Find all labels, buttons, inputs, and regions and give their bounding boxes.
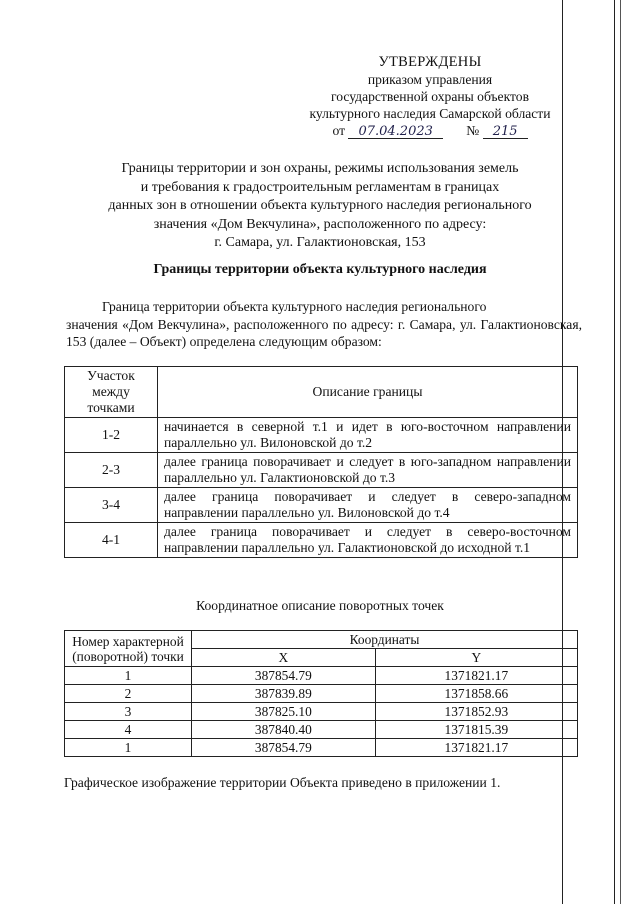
scan-edge-line	[620, 0, 621, 904]
document-title	[50, 160, 590, 253]
description-cell: начинается в северной т.1 и идет в юго-восточном направлении параллельно ул. Вилоновской до т.2	[158, 418, 578, 453]
table-row	[65, 418, 578, 453]
approval-line: приказом управления	[367, 72, 493, 87]
point-cell: 1	[65, 667, 192, 685]
approval-line: государственной охраны объектов	[330, 89, 529, 104]
table-row	[65, 685, 578, 703]
table-row	[65, 667, 578, 685]
y-cell: 1371815.39	[375, 721, 577, 739]
table-row	[65, 721, 578, 739]
header-segment: Участок между точками	[65, 367, 158, 418]
footer-note: Графическое изображение территории Объекта приведено в приложении 1.	[64, 775, 501, 790]
coordinates-heading: Координатное описание поворотных точек	[196, 598, 444, 613]
table-row	[65, 739, 578, 757]
table-row	[65, 488, 578, 523]
section-heading: Границы территории объекта культурного наследия	[153, 262, 487, 277]
title-line: данных зон в отношении объекта культурного наследия регионального	[108, 198, 532, 213]
x-cell: 387840.40	[192, 721, 376, 739]
y-cell: 1371821.17	[375, 667, 577, 685]
title-line: значения «Дом Векчулина», расположенного по адресу:	[153, 216, 487, 232]
description-cell: далее граница поворачивает и следует в северо-западном направлении параллельно ул. Вилоновской до т.4	[158, 488, 578, 523]
x-cell: 387854.79	[192, 667, 376, 685]
date-prefix: от	[332, 123, 346, 138]
y-cell: 1371852.93	[375, 703, 577, 721]
number-prefix: №	[466, 123, 480, 138]
point-cell: 3	[65, 703, 192, 721]
table-row	[65, 523, 578, 558]
point-cell: 4	[65, 721, 192, 739]
approval-line: культурного наследия Самарской области	[309, 106, 551, 121]
y-cell: 1371821.17	[375, 739, 577, 757]
header-x: X	[192, 649, 376, 667]
header-y: Y	[375, 649, 577, 667]
x-cell: 387854.79	[192, 739, 376, 757]
header-point: Номер характерной (поворотной) точки	[65, 631, 192, 667]
order-number: 215	[492, 124, 518, 139]
description-cell: далее граница поворачивает и следует в северо-восточном направлении параллельно ул. Галактионовской до исходной т.1	[158, 523, 578, 558]
table-header-row	[65, 367, 578, 418]
segment-cell: 4-1	[65, 523, 158, 558]
coordinates-table	[64, 630, 578, 757]
header-coordinates: Координаты	[192, 631, 578, 649]
title-line: г. Самара, ул. Галактионовская, 153	[214, 235, 426, 250]
title-line: Границы территории и зон охраны, режимы использования земель	[121, 161, 519, 176]
title-line: и требования к градостроительным регламентам в границах	[140, 179, 500, 195]
paragraph-first-line: Граница территории объекта культурного наследия регионального	[102, 299, 487, 314]
intro-paragraph	[66, 298, 582, 351]
table-row	[65, 453, 578, 488]
table-header-row	[65, 631, 578, 649]
table-row	[65, 703, 578, 721]
segment-cell: 2-3	[65, 453, 158, 488]
approval-heading: УТВЕРЖДЕНЫ	[378, 54, 482, 70]
x-cell: 387839.89	[192, 685, 376, 703]
boundary-table	[64, 366, 578, 558]
x-cell: 387825.10	[192, 703, 376, 721]
order-date: 07.04.2023	[358, 124, 433, 139]
point-cell: 1	[65, 739, 192, 757]
segment-cell: 3-4	[65, 488, 158, 523]
approval-block	[290, 54, 570, 140]
scan-edge-line	[614, 0, 615, 904]
description-cell: далее граница поворачивает и следует в юго-западном направлении параллельно ул. Галактионовской до т.3	[158, 453, 578, 488]
paragraph-rest: значения «Дом Векчулина», расположенного по адресу: г. Самара, ул. Галактионовская, 153 (далее – Объект) определена следующим образом:	[66, 316, 582, 349]
y-cell: 1371858.66	[375, 685, 577, 703]
header-description: Описание границы	[158, 367, 578, 418]
order-date-line	[290, 122, 570, 140]
point-cell: 2	[65, 685, 192, 703]
segment-cell: 1-2	[65, 418, 158, 453]
